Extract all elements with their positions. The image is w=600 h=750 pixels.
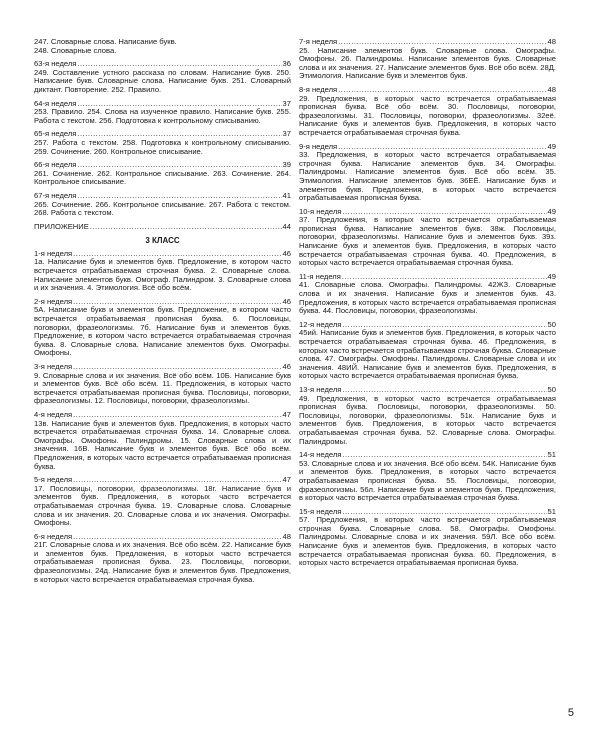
week-label: 15-я неделя	[299, 507, 342, 516]
week-label: 4-я неделя	[34, 410, 73, 419]
entry-text: 45ий. Написание букв и элементов букв. Предложения, в которых часто встречается отрабатываемая строчная буква. 46. Предложения, в которых часто встречается отрабатываемая строчная буква. Словарные слова. 47. Омографы. Омофоны. Палиндромы. Словарные слова и их значения. 48ИЙ. Написание букв и элементов букв. Предложения, в которых часто встречается отрабатываемая прописная буква.	[299, 328, 556, 381]
week-page: 37	[282, 99, 291, 108]
entry-text: 37. Предложения, в которых часто встречается отрабатываемая прописная буква. Написание элементов букв. 38ж. Пословицы, поговорки, фразеологизмы. Написание букв и элементов букв. 39з. Написание букв и элементов букв. Предложения, в которых часто встречается отрабатываемая строчная буква. 40. Предложения, в которых часто встречается отрабатываемая строчная буква.	[299, 215, 556, 268]
toc-entry	[299, 208, 556, 268]
toc-entry	[34, 100, 291, 126]
week-page: 36	[282, 60, 291, 69]
week-label: 67-я неделя	[34, 191, 77, 200]
week-label: 12-я неделя	[299, 320, 342, 329]
entry-text: 21Г. Словарные слова и их значения. Всё обо всём. 22. Написание букв и элементов букв. Предложения, в которых часто встречается отрабатываемая прописная буква. 23. Пословицы, поговорки, фразеологизмы. 24д. Написание букв и элементов букв. Предложения, в которых часто встречается отрабатываемая строчная буква.	[34, 540, 291, 584]
week-label: 5-я неделя	[34, 476, 73, 485]
week-page: 49	[547, 207, 556, 216]
toc-entry	[34, 411, 291, 471]
section-title: 3 КЛАСС	[145, 236, 180, 246]
toc-entry	[299, 508, 556, 568]
entry-text: 49. Предложения, в которых часто встречается отрабатываемая прописная буква. Пословицы, поговорки, фразеологизмы. 50. Пословицы, поговорки, фразеологизмы. 51к. Написание букв и элементов букв. Предложения, в которых часто встречается отрабатываемая строчная буква. 52. Словарные слова. Омографы. Палиндромы.	[299, 393, 556, 446]
week-page: 47	[282, 476, 291, 485]
week-page: 46	[282, 249, 291, 258]
entry-text: 253. Правило. 254. Слова на изученное правило. Написание букв. 255. Работа с текстом. 256. Подготовка к контрольному списыванию.	[34, 107, 291, 125]
week-label: 11-я неделя	[299, 272, 341, 281]
week-page: 50	[547, 320, 556, 329]
toc-entry	[34, 130, 291, 156]
week-page: 50	[547, 385, 556, 394]
toc-entry	[299, 321, 556, 381]
toc-entry	[299, 451, 556, 503]
left-column	[34, 38, 291, 589]
appendix-line	[34, 223, 291, 232]
entry-text: 17. Пословицы, поговорки, фразеологизмы. 18г. Написание букв и элементов букв. Предложения, в которых часто встречается отрабатываемая строчная буква. 19. Словарные слова. Словарные слова и их значения. 20. Словарные слова и их значения. Омографы. Омофоны.	[34, 483, 291, 528]
week-page: 41	[282, 191, 291, 200]
dot-leader	[90, 223, 282, 232]
entry-text: 25. Написание элементов букв. Словарные слова. Омографы. Омофоны. 26. Палиндромы. Написание элементов букв. Словарные слова и их значения. 27. Написание элементов букв. Всё обо всём. 28Д. Этимология. Написание букв и элементов букв.	[299, 45, 556, 81]
entry-text: 247. Словарные слова. Написание букв.	[34, 37, 177, 46]
week-page: 39	[282, 161, 291, 170]
week-page: 49	[547, 142, 556, 151]
week-label: 66-я неделя	[34, 161, 77, 170]
toc-entry	[34, 363, 291, 406]
week-label: 13-я неделя	[299, 385, 342, 394]
week-label: 2-я неделя	[34, 297, 73, 306]
week-label: 9-я неделя	[299, 142, 338, 151]
week-page: 37	[282, 130, 291, 139]
week-page: 46	[282, 363, 291, 371]
entry-text: 1а. Написание букв и элементов букв. Предложение, в котором часто встречается отрабатываемая строчная буква. 2. Словарные слова. Написание элементов букв. Омограф. Палиндром. 3. Словарные слова и их значения. 4. Этимология. Всё обо всём.	[34, 257, 291, 293]
week-label: 1-я неделя	[34, 249, 73, 258]
entry-text: 29. Предложения, в которых часто встречается отрабатываемая прописная буква. Всё обо всём. 30. Пословицы, поговорки, фразеологизмы. 31. Пословицы, поговорки, фразеологизмы. 32её. Написание букв и элементов букв. Предложения, в которых часто встречается отрабатываемая строчная буква.	[299, 93, 556, 137]
left-entries-a	[34, 60, 291, 218]
week-page: 48	[547, 85, 556, 94]
week-label: 63-я неделя	[34, 60, 77, 69]
week-label: 8-я неделя	[299, 85, 338, 94]
toc-entry	[299, 86, 556, 138]
entry-text: 57. Предложения, в которых часто встречается отрабатываемая строчная буква. Словарные слова. 58. Омографы. Омофоны. Палиндромы. Словарные слова и их значения. 59Л. Всё обо всём. Написание букв и элементов букв. Предложения, в которых часто встречается отрабатываемая прописная буква. 60. Предложения, в которых часто встречается отрабатываемая прописная буква.	[299, 515, 556, 568]
right-column	[299, 38, 556, 573]
entry-text: 261. Сочинение. 262. Контрольное списывание. 263. Сочинение. 264. Контрольное списывание.	[34, 168, 291, 187]
week-page: 51	[547, 451, 556, 460]
week-label: 6-я неделя	[34, 532, 73, 541]
week-page: 49	[547, 272, 556, 281]
toc-entry	[299, 38, 556, 81]
entry-text: 248. Словарные слова.	[34, 45, 117, 55]
week-label: 64-я неделя	[34, 99, 77, 108]
entry-text: 257. Работа с текстом. 258. Подготовка к контрольному списыванию. 259. Сочинение. 260. Контрольное списывание.	[34, 137, 291, 156]
entry-text: 265. Сочинение. 266. Контрольное списывание. 267. Работа с текстом. 268. Работа с текстом.	[34, 199, 291, 218]
appendix-page: 44	[282, 222, 291, 231]
toc-entry	[34, 298, 291, 358]
week-page: 51	[547, 507, 556, 516]
week-page: 48	[547, 38, 556, 46]
week-label: 65-я неделя	[34, 130, 77, 139]
toc-entry	[34, 60, 291, 94]
toc-entry	[299, 273, 556, 316]
entry-text: 9. Словарные слова и их значения. Всё обо всём. 10Б. Написание букв и элементов букв. Всё обо всём. 11. Предложения, в которых часто встречается отрабатываемая прописная буква. Пословицы, поговорки, фразеологизмы. 12. Пословицы, поговорки, фразеологизмы.	[34, 370, 291, 406]
toc-entry	[34, 192, 291, 218]
toc-entry	[34, 161, 291, 187]
left-entries-b	[34, 250, 291, 584]
toc-entry	[299, 143, 556, 203]
week-page: 47	[282, 410, 291, 419]
week-label: 7-я неделя	[299, 38, 338, 46]
week-label: 3-я неделя	[34, 363, 73, 371]
week-page: 48	[282, 532, 291, 541]
page-number: 5	[567, 707, 574, 719]
entry-text: 13в. Написание букв и элементов букв. Предложения, в которых часто встречается отрабатываемая строчная буква. 14. Словарные слова. Омографы. Омофоны. Палиндромы. 15. Словарные слова и их значения. 16В. Написание букв и элементов букв. Всё обо всём. Предложения, в которых часто встречается отрабатываемая прописная буква.	[34, 418, 291, 471]
toc-entry	[34, 533, 291, 585]
toc-entry	[299, 386, 556, 446]
entry-text: 5А. Написание букв и элементов букв. Предложение, в котором часто встречается отрабатываемая прописная буква. 6. Пословицы, поговорки, фразеологизмы. 7б. Написание букв и элементов букв. Предложение, в котором часто встречается отрабатываемая строчная буква. 8. Словарные слова. Написание элементов букв. Омографы. Омофоны.	[34, 305, 291, 358]
appendix-label: ПРИЛОЖЕНИЕ	[34, 222, 89, 231]
week-label: 10-я неделя	[299, 207, 342, 216]
right-entries	[299, 38, 556, 568]
toc-entry	[34, 250, 291, 293]
entry-text: 53. Словарные слова и их значения. Всё обо всём. 54К. Написание букв и элементов букв. Предложения, в которых часто встречается отрабатываемая прописная буква. 55. Пословицы, поговорки, фразеологизмы. 56л. Написание букв и элементов букв. Предложения, в которых часто встречается отрабатываемая строчная буква.	[299, 458, 556, 503]
entry-text: 249. Составление устного рассказа по словам. Написание букв. 250. Написание букв. Словарные слова. Написание букв. 251. Словарный диктант. Повторение. 252. Правило.	[34, 67, 291, 94]
week-page: 46	[282, 297, 291, 306]
appendix-entry	[34, 223, 291, 232]
entry-text: 33. Предложения, в которых часто встречается отрабатываемая строчная буква. Написание элементов букв. 34. Омографы. Палиндромы. Написание элементов букв. Всё обо всём. 35. Этимология. Написание элементов букв. 36ЕЁ. Написание букв и элементов букв. Предложения, в которых часто встречается отрабатываемая прописная буква.	[299, 150, 556, 203]
left-top-texts	[34, 38, 291, 55]
entry-text: 41. Словарные слова. Омографы. Палиндромы. 42ЖЗ. Словарные слова и их значения. Написание букв и элементов букв. 43. Предложения, в которых часто встречается отрабатываемая прописная буква. 44. Пословицы, поговорки, фразеологизмы.	[299, 280, 556, 316]
week-label: 14-я неделя	[299, 451, 342, 460]
toc-entry	[34, 476, 291, 528]
